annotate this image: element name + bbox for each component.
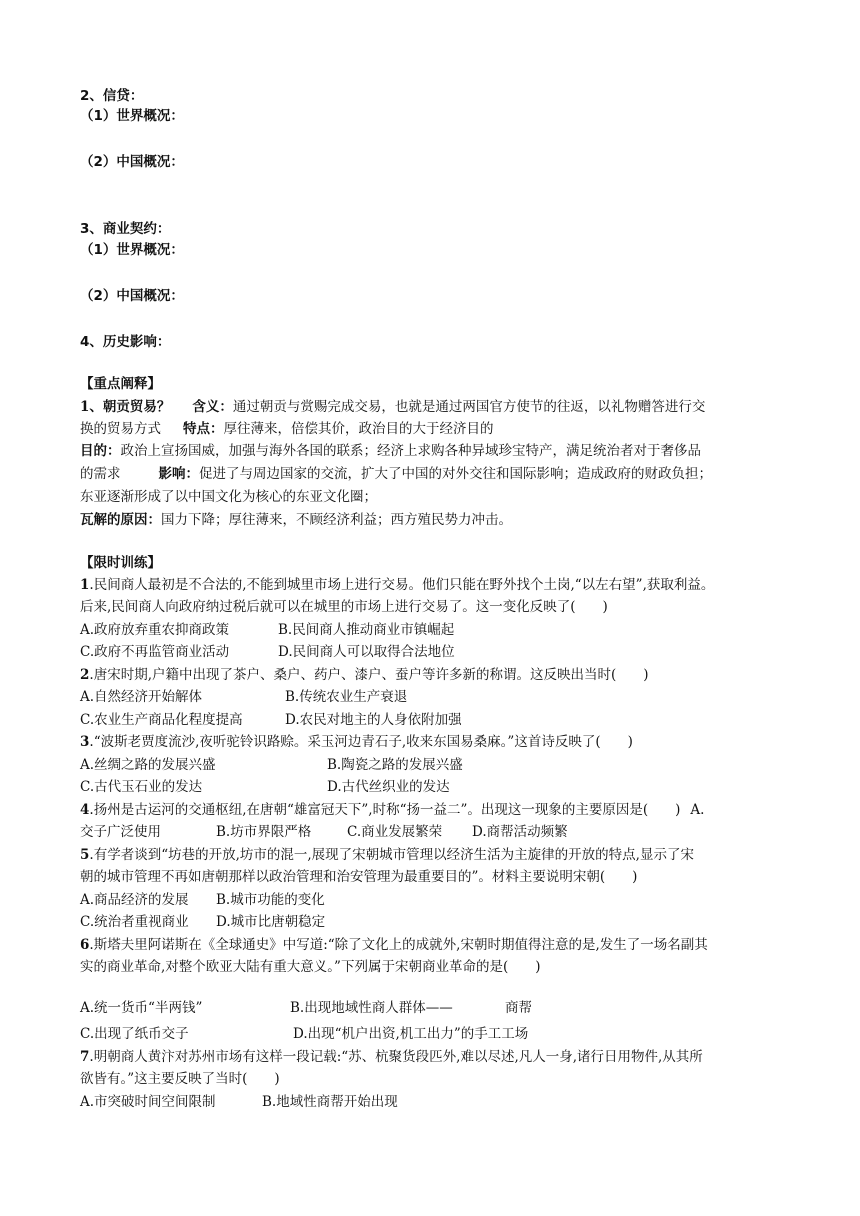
question-3-number: 3 [80,734,90,750]
feature-label: 特点： [183,421,224,437]
section-4-title: 4、历史影响： [80,334,171,350]
question-4-number: 4 [80,802,90,818]
question-5-stem [80,845,694,865]
question-5-option-b: B.城市功能的变化 [216,892,325,908]
question-5-number: 5 [80,847,90,863]
question-1-text: .民间商人最初是不合法的,不能到城里市场上进行交易。他们只能在野外找个土岗,“以左右望”,获取利益。 [89,577,715,593]
question-2-option-c: C.农业生产商品化程度提高 [80,712,243,728]
key-line-6 [80,510,512,530]
question-3-option-c: C.古代玉石业的发达 [80,779,203,795]
question-4-option-a: 交子广泛使用 [80,824,161,840]
question-6-option-b: B.出现地域性商人群体—— [290,1000,453,1016]
question-4-option-b: B.坊市界限严格 [216,824,312,840]
section-3-title: 3、商业契约： [80,221,171,237]
question-3-option-b: B.陶瓷之路的发展兴盛 [327,757,463,773]
question-5-stem-cont: 朝的城市管理不再如唐朝那样以政治管理和治安管理为最重要目的”。材料主要说明宋朝( ) [80,869,638,885]
question-1-option-b: B.民间商人推动商业市镇崛起 [278,622,455,638]
question-2-option-d: D.农民对地主的人身依附加强 [285,712,462,728]
question-2-text: .唐宋时期,户籍中出现了茶户、桑户、药户、漆户、蚕户等许多新的称谓。这反映出当时( ) [89,667,649,683]
question-6-stem-cont: 实的商业革命,对整个欧亚大陆有重大意义。”下列属于宋朝商业革命的是( ) [80,959,541,975]
question-6-stem [80,935,708,955]
key-section-header: 【重点阐释】 [80,376,161,392]
question-1-stem-cont: 后来,民间商人向政府纳过税后就可以在城里的市场上进行交易了。这一变化反映了( ) [80,599,608,615]
definition-text: 通过朝贡与赏赐完成交易，也就是通过两国官方使节的往返，以礼物赠答进行交 [232,399,706,415]
question-5-option-c: C.统治者重视商业 [80,914,189,930]
key-line-4 [80,464,712,484]
purpose-text-cont: 的需求 [80,466,121,482]
key-question: 1、朝贡贸易？ [80,399,171,415]
question-1-option-a: A.政府放弃重农抑商政策 [80,622,230,638]
question-4-option-d: D.商帮活动频繁 [472,824,568,840]
question-1-stem [80,575,714,595]
question-2-number: 2 [80,667,90,683]
question-4-stem [80,800,704,820]
section-2-title: 2、信贷： [80,88,144,104]
purpose-text: 政治上宣扬国威，加强与海外各国的联系；经济上求购各种异域珍宝特产，满足统治者对于奢侈品 [120,443,701,459]
question-5-option-a: A.商品经济的发展 [80,892,189,908]
question-2-stem [80,665,649,685]
section-3-china-label: （2）中国概况： [80,288,184,304]
question-1-option-c: C.政府不再监管商业活动 [80,644,230,660]
key-line-2 [80,419,494,439]
section-2-china-label: （2）中国概况： [80,154,184,170]
question-6-option-a: A.统一货币“半两钱” [80,1000,203,1016]
question-3-stem [80,732,633,752]
impact-label: 影响： [158,466,199,482]
key-line-3 [80,441,701,461]
question-1-option-d: D.民间商人可以取得合法地位 [278,644,455,660]
impact-text: 促进了与周边国家的交流，扩大了中国的对外交往和国际影响；造成政府的财政负担； [199,466,712,482]
key-line-5 [80,487,377,507]
impact-text-cont: 东亚逐渐形成了以中国文化为核心的东亚文化圈； [80,489,377,505]
collapse-label: 瓦解的原因： [80,512,161,528]
question-5-text: .有学者谈到“坊巷的开放,坊市的混一,展现了宋朝城市管理以经济生活为主旋律的开放的特点,显示了宋 [89,847,694,863]
section-2-world-label: （1）世界概况： [80,108,184,124]
question-5-option-d: D.城市比唐朝稳定 [216,914,326,930]
question-2-option-b: B.传统农业生产衰退 [285,689,408,705]
question-4-option-a-prefix: A. [690,802,705,818]
question-3-text: .“波斯老贾度流沙,夜听驼铃识路赊。采玉河边青石子,收来东国易桑麻。”这首诗反映了( ) [89,734,633,750]
collapse-text: 国力下降；厚往薄来，不顾经济利益；西方殖民势力冲击。 [161,512,512,528]
question-6-option-d: D.出现“机户出资,机工出力”的手工工场 [293,1026,529,1042]
section-3-world-label: （1）世界概况： [80,242,184,258]
question-6-option-b-cont: 商帮 [505,1000,532,1016]
question-7-option-b: B.地域性商帮开始出现 [262,1094,398,1110]
definition-label: 含义： [192,399,233,415]
practice-section-header: 【限时训练】 [80,555,161,571]
definition-text-cont: 换的贸易方式 [80,421,161,437]
question-7-stem [80,1047,703,1067]
question-7-text: .明朝商人黄汴对苏州市场有这样一段记载:“苏、杭聚货段匹外,难以尽述,凡人一身,诸行日用物件,从其所 [89,1049,703,1065]
question-3-option-a: A.丝绸之路的发展兴盛 [80,757,216,773]
question-1-number: 1 [80,577,90,593]
question-2-option-a: A.自然经济开始解体 [80,689,203,705]
question-7-number: 7 [80,1049,90,1065]
key-line-1 [80,397,705,417]
question-7-option-a: A.市突破时间空间限制 [80,1094,216,1110]
question-3-option-d: D.古代丝织业的发达 [327,779,450,795]
purpose-label: 目的： [80,443,121,459]
question-4-option-c: C.商业发展繁荣 [347,824,443,840]
question-6-number: 6 [80,937,90,953]
feature-text: 厚往薄来，倍偿其价，政治目的大于经济目的 [223,421,494,437]
question-6-text: .斯塔夫里阿诺斯在《全球通史》中写道:“除了文化上的成就外,宋朝时期值得注意的是,发生了一场名副其 [89,937,708,953]
question-6-option-c: C.出现了纸币交子 [80,1026,189,1042]
question-4-text: .扬州是古运河的交通枢纽,在唐朝“雄富冠天下”,时称“扬一益二”。出现这一现象的主要原因是( ) [89,802,681,818]
question-7-stem-cont: 欲皆有。”这主要反映了当时( ) [80,1071,280,1087]
